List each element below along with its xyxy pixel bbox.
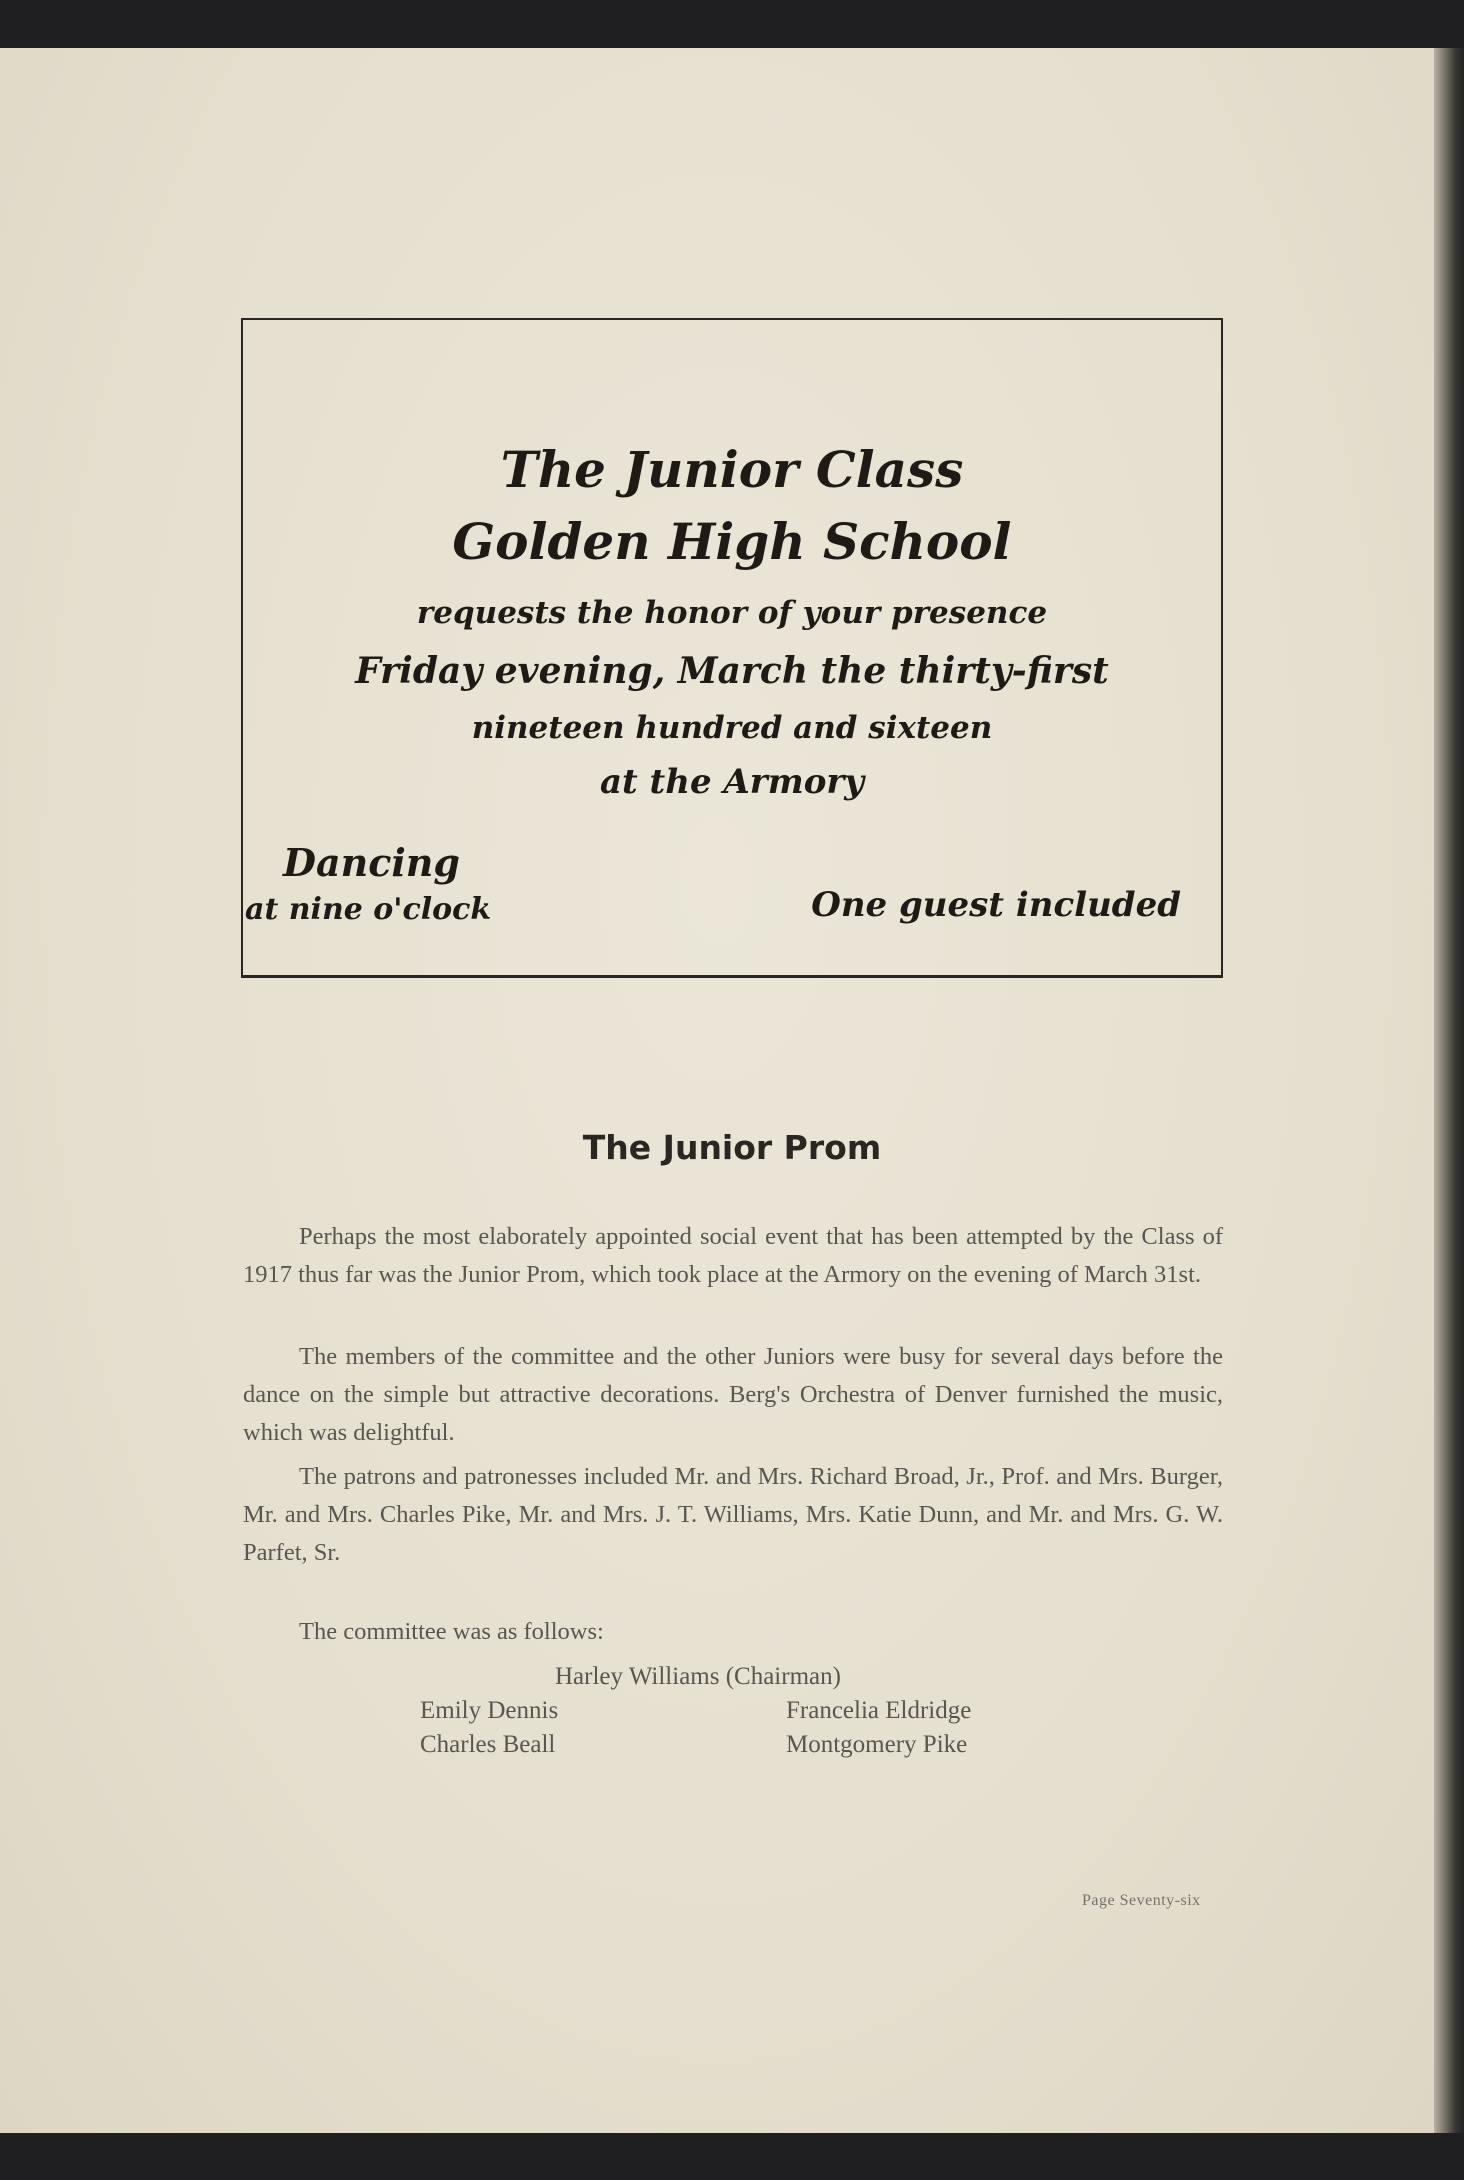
committee-member: Francelia Eldridge <box>786 1697 972 1724</box>
yearbook-page <box>0 48 1434 2133</box>
invitation-date-line: Friday evening, March the thirty-first <box>355 650 1109 692</box>
invitation-dancing-label: Dancing <box>283 840 460 885</box>
article-paragraph: Perhaps the most elaborately appointed social event that has been attempted by the Class of 1917 thus far was the Junior Prom, which took place at the Armory on the evening of March 31st. <box>243 1223 1223 1288</box>
article-title: The Junior Prom <box>582 1128 882 1167</box>
invitation-guest-note: One guest included <box>811 885 1181 925</box>
committee-member: Charles Beall <box>420 1731 556 1758</box>
article-paragraph: The patrons and patronesses included Mr. and Mrs. Richard Broad, Jr., Prof. and Mrs. Burger, Mr. and Mrs. Charles Pike, Mr. and Mrs. J. T. Williams, Mrs. Katie Dunn, and Mr. and Mrs. G. W. Parfet, Sr. <box>243 1463 1223 1566</box>
page-edge-shadow <box>1434 48 1464 2133</box>
page-number: Page Seventy-six <box>1082 1892 1201 1909</box>
invitation-class-name: The Junior Class <box>500 440 964 499</box>
invitation-year-line: nineteen hundred and sixteen <box>471 710 993 746</box>
committee-member: Montgomery Pike <box>786 1731 968 1758</box>
invitation-time-label: at nine o'clock <box>245 892 492 927</box>
invitation-card <box>241 318 1223 978</box>
article-paragraph: The members of the committee and the other Juniors were busy for several days before the dance on the simple but attractive decorations. Berg's Orchestra of Denver furnished the music, which was delightful. <box>243 1343 1223 1446</box>
committee-chairman: Harley Williams (Chairman) <box>555 1663 841 1690</box>
article-paragraph: The committee was as follows: <box>299 1618 604 1645</box>
committee-member: Emily Dennis <box>420 1697 559 1724</box>
invitation-school-name: Golden High School <box>452 512 1012 571</box>
invitation-venue-line: at the Armory <box>599 762 865 802</box>
invitation-request-line: requests the honor of your presence <box>416 595 1048 631</box>
